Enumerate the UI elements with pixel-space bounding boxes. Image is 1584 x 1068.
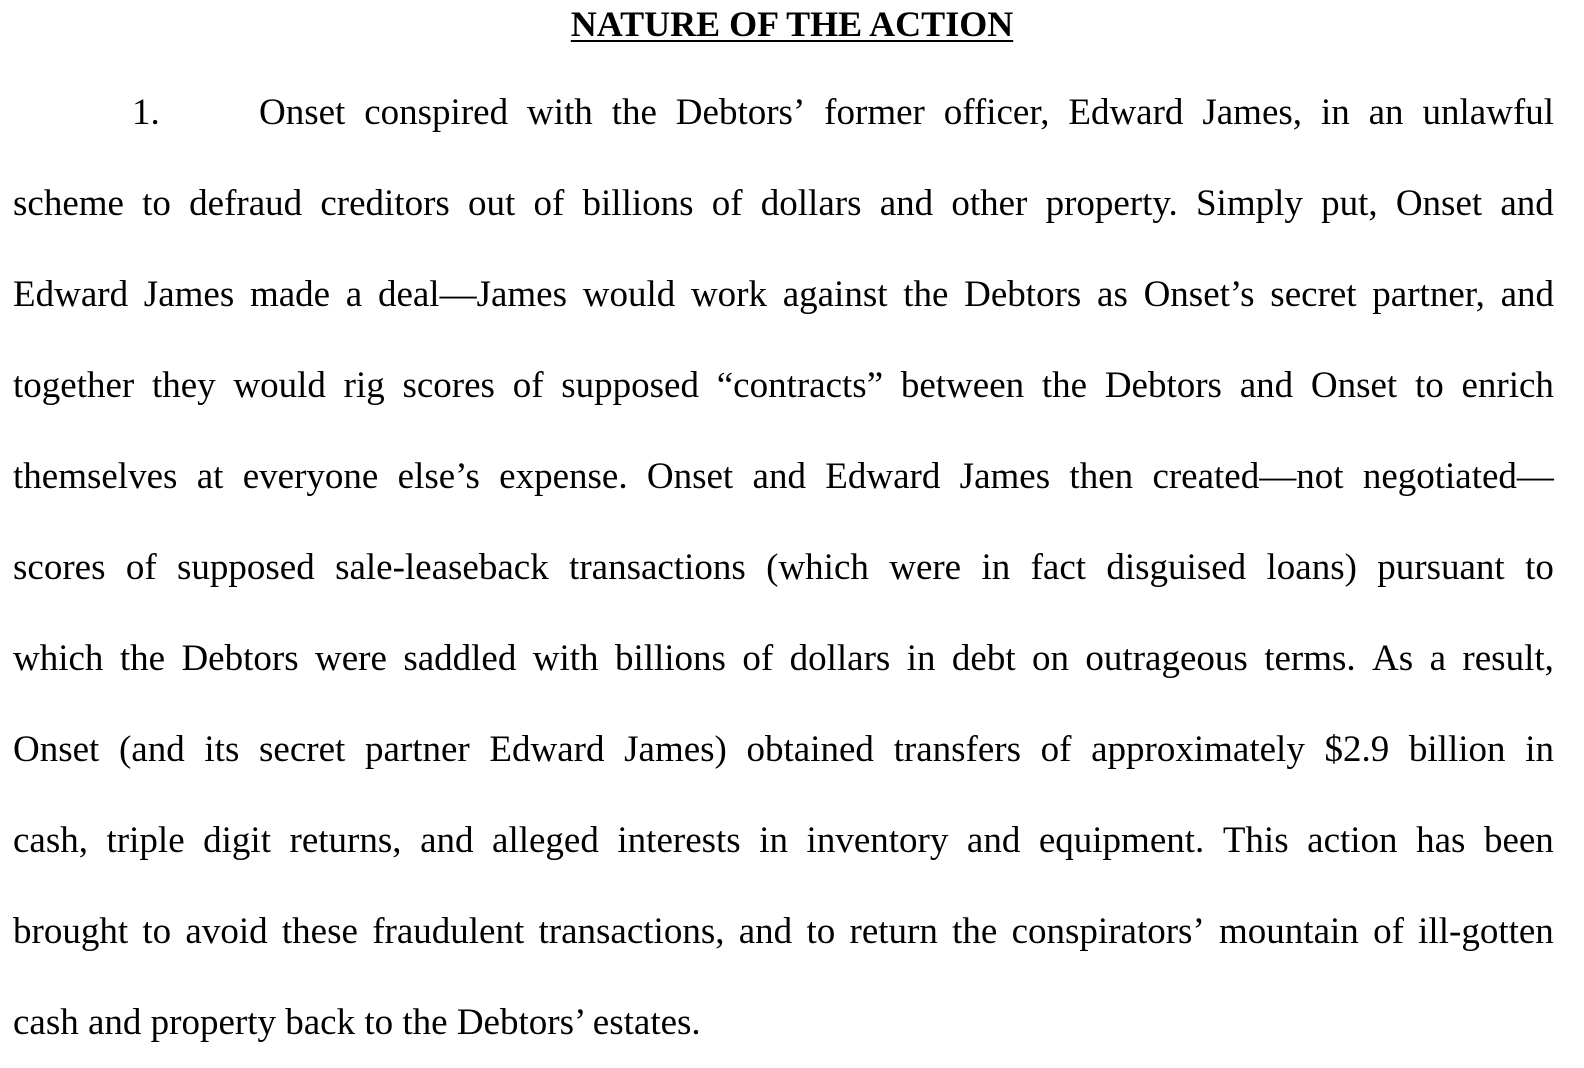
- word: Onset’s: [1143, 274, 1255, 315]
- word: these: [281, 911, 358, 952]
- word: a: [1429, 638, 1447, 679]
- word: fact: [1030, 547, 1087, 588]
- word: transactions,: [538, 911, 725, 952]
- word: returns,: [289, 820, 402, 861]
- word: supposed: [176, 547, 315, 588]
- word: its: [204, 729, 240, 770]
- word: against: [782, 274, 888, 315]
- paragraph-line: [13, 522, 1554, 613]
- word: created—not: [1152, 456, 1344, 497]
- word: outrageous: [1085, 638, 1248, 679]
- word: a: [345, 274, 363, 315]
- word: and: [420, 820, 474, 861]
- word: cash,: [13, 820, 88, 861]
- word: loans): [1266, 547, 1357, 588]
- word: to: [142, 911, 172, 952]
- word: defraud: [189, 183, 303, 224]
- word: equipment.: [1038, 820, 1205, 861]
- word: then: [1069, 456, 1134, 497]
- word: sale-leaseback: [335, 547, 549, 588]
- word: Debtors’: [675, 92, 806, 133]
- word: enrich: [1461, 365, 1554, 406]
- word: between: [900, 365, 1025, 406]
- word: Edward: [489, 729, 605, 770]
- word: scores: [13, 547, 106, 588]
- word: Onset: [1310, 365, 1398, 406]
- word: This: [1222, 820, 1289, 861]
- word: transfers: [893, 729, 1021, 770]
- word: themselves: [13, 456, 178, 497]
- section-heading: NATURE OF THE ACTION: [570, 4, 1014, 44]
- word: scores: [402, 365, 495, 406]
- word: were: [889, 547, 962, 588]
- word: to: [1414, 365, 1444, 406]
- word: made: [249, 274, 331, 315]
- paragraph-line: [13, 431, 1554, 522]
- word: avoid: [185, 911, 268, 952]
- word: put,: [1321, 183, 1378, 224]
- word: James,: [1202, 92, 1303, 133]
- word: saddled: [403, 638, 517, 679]
- word: in: [759, 820, 789, 861]
- word: to: [142, 183, 171, 224]
- word: Debtors: [181, 638, 299, 679]
- word: secret: [259, 729, 346, 770]
- word: Simply: [1195, 183, 1303, 224]
- word: Edward: [13, 274, 129, 315]
- word: and: [1500, 183, 1554, 224]
- word: billions: [582, 183, 694, 224]
- word: and: [752, 456, 806, 497]
- word: which: [13, 638, 104, 679]
- word: of: [742, 638, 774, 679]
- word: negotiated—: [1362, 456, 1554, 497]
- word: together: [13, 365, 135, 406]
- word: debt: [951, 638, 1016, 679]
- word: the: [611, 92, 657, 133]
- word: work: [690, 274, 767, 315]
- word: Onset: [646, 456, 734, 497]
- word: in: [1525, 729, 1554, 770]
- word: of: [1040, 729, 1072, 770]
- word: dollars: [789, 638, 891, 679]
- word: “contracts”: [716, 365, 884, 406]
- word: James: [143, 274, 235, 315]
- word: with: [527, 92, 593, 133]
- word: Edward: [1068, 92, 1184, 133]
- word: an: [1368, 92, 1404, 133]
- word: and: [966, 820, 1021, 861]
- word: ill-gotten: [1418, 911, 1554, 952]
- word: inventory: [806, 820, 949, 861]
- word: As: [1372, 638, 1414, 679]
- word: action: [1307, 820, 1398, 861]
- word: digit: [203, 820, 271, 861]
- word: pursuant: [1377, 547, 1505, 588]
- word: conspirators’: [1011, 911, 1205, 952]
- word: mountain: [1219, 911, 1359, 952]
- word: obtained: [746, 729, 874, 770]
- word: dollars: [760, 183, 862, 224]
- word: scheme: [13, 183, 124, 224]
- word: Debtors: [1104, 365, 1222, 406]
- word: approximately: [1091, 729, 1305, 770]
- paragraph-line: cash and property back to the Debtors’ estates.: [13, 1002, 701, 1043]
- paragraph-line: [13, 67, 1554, 158]
- word: to: [1525, 547, 1554, 588]
- word: disguised: [1106, 547, 1247, 588]
- word: property.: [1045, 183, 1178, 224]
- word: $2.9: [1324, 729, 1390, 770]
- word: unlawful: [1422, 92, 1554, 133]
- word: triple: [106, 820, 185, 861]
- word: in: [1320, 92, 1350, 133]
- word: result,: [1462, 638, 1554, 679]
- word: the: [952, 911, 998, 952]
- word: Debtors: [964, 274, 1082, 315]
- word: in: [906, 638, 936, 679]
- word: alleged: [492, 820, 599, 861]
- word: billion: [1408, 729, 1506, 770]
- word: as: [1097, 274, 1128, 315]
- word: and: [879, 183, 934, 224]
- word: conspired: [364, 92, 509, 133]
- word: former: [824, 92, 925, 133]
- word: out: [468, 183, 516, 224]
- word: secret: [1270, 274, 1357, 315]
- paragraph-line: [13, 886, 1554, 977]
- paragraph-line: [13, 158, 1554, 249]
- paragraph-line: [13, 249, 1554, 340]
- word: to: [806, 911, 836, 952]
- word: everyone: [242, 456, 379, 497]
- word: has: [1416, 820, 1466, 861]
- word: of: [711, 183, 743, 224]
- word: with: [532, 638, 599, 679]
- word: of: [125, 547, 157, 588]
- word: at: [196, 456, 224, 497]
- paragraph-number: 1.: [132, 92, 160, 133]
- word: been: [1483, 820, 1554, 861]
- word: billions: [614, 638, 726, 679]
- word: brought: [13, 911, 129, 952]
- word: supposed: [561, 365, 699, 406]
- word: James): [624, 729, 727, 770]
- word: the: [903, 274, 949, 315]
- word: creditors: [320, 183, 450, 224]
- paragraph-line: [13, 613, 1554, 704]
- word: return: [849, 911, 938, 952]
- word: partner,: [1372, 274, 1485, 315]
- word: they: [151, 365, 216, 406]
- word: partner: [364, 729, 470, 770]
- word: else’s: [397, 456, 480, 497]
- paragraph-line: [13, 704, 1554, 795]
- word: on: [1032, 638, 1070, 679]
- word: officer,: [943, 92, 1050, 133]
- paragraph-line-text: [259, 91, 1554, 134]
- paragraph-line: [13, 340, 1554, 431]
- word: rig: [343, 365, 385, 406]
- word: were: [315, 638, 387, 679]
- word: and: [1500, 274, 1554, 315]
- word: and: [738, 911, 793, 952]
- word: interests: [617, 820, 741, 861]
- word: terms.: [1264, 638, 1356, 679]
- word: other: [951, 183, 1028, 224]
- word: of: [512, 365, 544, 406]
- word: would: [233, 365, 326, 406]
- paragraph-line: [13, 795, 1554, 886]
- word: deal—James: [377, 274, 567, 315]
- word: would: [582, 274, 676, 315]
- word: in: [981, 547, 1011, 588]
- word: the: [1041, 365, 1088, 406]
- word: Onset: [259, 92, 346, 133]
- word: Edward: [825, 456, 941, 497]
- word: expense.: [499, 456, 628, 497]
- word: of: [1373, 911, 1404, 952]
- word: (and: [118, 729, 185, 770]
- word: fraudulent: [372, 911, 525, 952]
- word: and: [1239, 365, 1294, 406]
- word: James: [959, 456, 1051, 497]
- word: transactions: [569, 547, 746, 588]
- word: of: [533, 183, 565, 224]
- word: (which: [766, 547, 869, 588]
- paragraph-1: [13, 67, 1554, 1068]
- word: Onset: [1395, 183, 1483, 224]
- word: Onset: [13, 729, 100, 770]
- word: the: [119, 638, 166, 679]
